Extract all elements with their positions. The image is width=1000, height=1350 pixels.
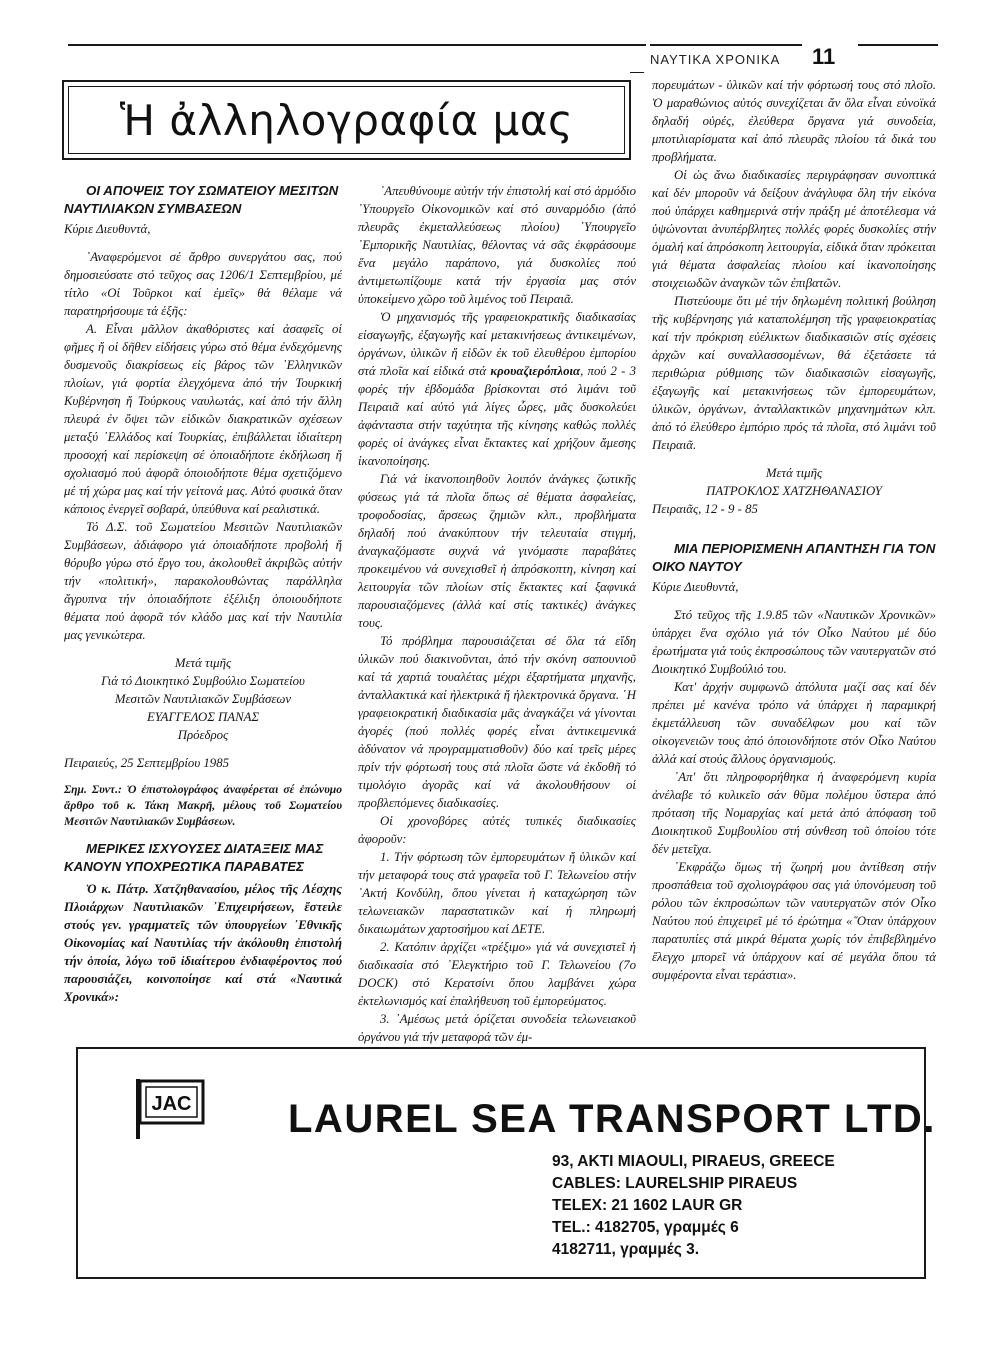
letter1-paragraph: Α. Εἶναι μᾶλλον ἀκαθόριστες καί ἀσαφεῖς οἱ φῆμες ἤ οἱ δῆθεν εἰδήσεις γύρω στό θέμα ἐνδεχόμενης δυσμενοῦς διακρίσεως εἰς βάρος τῶν ᾿Ελληνικῶν πλοίων, γιά φορτία ἐλεγχόμενα ἀπό τήν Τουρκική Κυβέρνηση ἤ Τούρκους ναυλωτάς, καί ἀπό τήν ἄλλη πλευρά ἐν ὄψει τῶν εἰδικῶν διακρατικῶν σχέσεων μεταξύ ᾿Ελλάδος καί Τουρκίας, ἐπιβάλλεται ἰδιαίτερη προσοχή καί περίσκεψη σέ ὁποιαδήποτε ἐκδήλωση ἤ σχολιασμό πού ἀφορᾶ ὁποιοδήποτε θέμα σχετιζόμενο μέ τή χώρα μας καί τήν γείτονά μας. Αὐτό φυσικά ὅταν κάποιος ἐνεργεῖ σοβαρά, ὑπεύθυνα καί ρεαλιστικά. <box>64 322 342 516</box>
letter2-list-item: 3. ᾿Αμέσως μετά ὁρίζεται συνοδεία τελωνειακοῦ ὀργάνου γιά τήν μεταφορά τῶν ἐμ- <box>358 1012 636 1044</box>
company-name: LAUREL SEA TRANSPORT LTD. <box>288 1097 936 1141</box>
top-rule-mid <box>650 44 802 46</box>
top-rule-right <box>858 44 938 46</box>
letter2-paragraph: πορευμάτων - ὑλικῶν καί τήν φόρτωσή τους στό πλοῖο. Ὁ μαραθώνιος αὐτός συνεχίζεται ἄν ὅλα εἶναι εὐνοϊκά δηλαδή οὐρές, ἐλεύθερα ὄργανα γιά συνοδεία, μποτιλιαρίσματα καί ἀπό πλευρᾶς πλοίου τά δικά του προβλήματα. <box>652 78 936 164</box>
section-title-box <box>62 80 631 160</box>
spacer <box>652 518 936 540</box>
letter1-paragraph: Τό Δ.Σ. τοῦ Σωματείου Μεσιτῶν Ναυτιλιακῶν Συμβάσεων, ἀδιάφορο γιά ὁποιαδήποτε προβολή ἤ θόρυβο γύρω στό ἔργο του, ἀκολουθεῖ ἀκριβῶς αὐτήν τήν «πολιτική», παρακολουθώντας παράλληλα ἄγρυπνα τήν ὁποιαδήποτε ἐξέλιξη ὁποιουδήποτε θέματα πού ἀφορᾶ τόν κλάδο μας καί τήν Ναυτιλία μας γενικώτερα. <box>64 520 342 642</box>
column-2 <box>358 182 636 1044</box>
emphasis-word: κρουαζιερόπλοια <box>490 364 581 378</box>
letter2-sign-closing: Μετά τιμῆς <box>765 466 823 480</box>
column-1 <box>64 182 342 1032</box>
company-tel: TEL.: 4182705, γραμμές 6 <box>552 1219 739 1236</box>
letter2-paragraph <box>358 308 636 470</box>
letter3-paragraph: Στό τεῦχος τῆς 1.9.85 τῶν «Ναυτικῶν Χρονικῶν» ὑπάρχει ἕνα σχόλιο γιά τόν Οἶκο Ναύτου μέ δύο ἐρωτήματα γιά τούς ἐκπροσώπους τῶν ναυτεργατῶν στό Διοικητικό Συμβούλιό του. <box>652 608 936 676</box>
letter2-paragraph: Οἱ ὡς ἄνω διαδικασίες περιγράφησαν συνοπτικά καί δέν μποροῦν νά δείξουν ἀνάγλυφα ὅλη τήν εἰκόνα πού ὑπάρχει καθημερινά στήν πράξη μέ ἀποτέλεσμα νά ὑψώνονται ἀνυπέρβλητες πολλές φορές δυσκολίες στήν ὁμαλή καί ἀπρόσκοπη λειτουργία, εἰδικά ὅταν πρόκειται γιά θέματα ἀσφαλείας πλοίου καί ἱκανοποίησης στοιχειωδῶν ἀναγκῶν τῶν ἐπιβατῶν. <box>652 168 936 290</box>
letter2-place-date: Πειραιᾶς, 12 - 9 - 85 <box>652 502 758 516</box>
text-run: Ὁ μηχανισμός τῆς γραφειοκρατικῆς διαδικασίας εἰσαγωγῆς, ἐξαγωγῆς καί μετακινήσεως ἀντικειμένων, ὀργάνων, ὑλικῶν ἤ εἰδῶν ἐκ τοῦ ἐλευθέρου ἐμπορίου στά πλοῖα καί εἰδικά στά <box>358 310 636 378</box>
letter1-heading: ΟΙ ΑΠΟΨΕΙΣ ΤΟΥ ΣΩΜΑΤΕΙΟΥ ΜΕΣΙΤΩΝ ΝΑΥΤΙΛΙΑΚΩΝ ΣΥΜΒΑΣΕΩΝ <box>64 183 339 216</box>
letter2-heading: ΜΕΡΙΚΕΣ ΙΣΧΥΟΥΣΕΣ ΔΙΑΤΑΞΕΙΣ ΜΑΣ ΚΑΝΟΥΝ ΥΠΟΧΡΕΩΤΙΚΑ ΠΑΡΑΒΑΤΕΣ <box>64 841 324 874</box>
letter2-paragraph: ᾿Απευθύνουμε αὐτήν τήν ἐπιστολή καί στό ἁρμόδιο ᾿Υπουργεῖο Οἰκονομικῶν καί στό συναρμόδιο (ἀπό πλευρᾶς ἐκμεταλλεύσεως πλοίου) ᾿Υπουργεῖο ᾿Εμπορικῆς Ναυτιλίας, θέλοντας νά σᾶς ἐκφράσουμε ἕνα μεγάλο παράπονο, γιά δυσκολίες πού ἀντιμετωπίζουμε κατά τήν ἐργασία μας στόν ὑποκείμενο χῶρο τοῦ λιμένος τοῦ Πειραιᾶ. <box>358 184 636 306</box>
letter1-sign-org: Γιά τό Διοικητικό Συμβούλιο Σωματείου <box>101 674 305 688</box>
spacer <box>64 644 342 654</box>
letter2-sign-name: ΠΑΤΡΟΚΛΟΣ ΧΑΤΖΗΘΑΝΑΣΙΟΥ <box>706 484 882 498</box>
letter1-sign-role: Πρόεδρος <box>177 728 229 742</box>
section-title: Ἡ ἀλληλογραφία μας <box>119 95 574 145</box>
company-tel: 4182711, γραμμές 3. <box>552 1241 700 1258</box>
running-head: ΝΑΥΤΙΚΑ ΧΡΟΝΙΚΑ <box>650 52 781 67</box>
column-3 <box>652 76 936 1034</box>
spacer <box>64 744 342 754</box>
letter2-paragraph: Τό πρόβλημα παρουσιάζεται σέ ὅλα τά εἴδη ὑλικῶν πού διακινοῦνται, ἀπό τήν σκόνη σαπουνιοῦ καί τά χαρτιά τουαλέτας μέχρι ἐξαρτήματα μηχανῆς, ἀνταλλακτικά καί ἠλεκτρικά ἤ ἠλεκτρονικά ὄργανα. ῾Η γραφειοκρατική διαδικασία μᾶς ἀναγκάζει νά γίνονται ἀγορές (πού πολλές φορές εἶναι ἀντικειμενικά ἀδύνατον νά προγραμματισθοῦν) δύο καί τρεῖς μέρες πρίν τήν φόρτωσή τους στά πλοῖα ὥστε νά ἐκδοθῆ τό τιμολόγιο ἀγορᾶς καί νά ἀκολουθήσουν οἱ προβλεπόμενες διαδικασίες. <box>358 634 636 810</box>
letter3-paragraph: Κατ' ἀρχήν συμφωνῶ ἀπόλυτα μαζί σας καί δέν πρέπει μέ κανένα τρόπο νά ὑπάρχει ἡ παραμικρή ἐκμετάλλευση τῶν συναδέλφων μου καί τῶν οἰκογενειῶν τους ἀπό ὁποιονδήποτε στόν Οἶκο Ναύτου ἀλλά καί στούς ἄλλους ὀργανισμούς. <box>652 680 936 766</box>
letter3-paragraph: ᾿Απ' ὅτι πληροφορήθηκα ἡ ἀναφερόμενη κυρία ἀνέλαβε τό κυλικεῖο σάν θῦμα πολέμου ὕστερα ἀπό πρόταση τῆς Νομαρχίας καί μετά ἀπό ἀπόφαση τοῦ Διοικητικοῦ Συμβουλίου στή σύνθεση τοῦ ὁποίου τότε δέν μετεῖχα. <box>652 770 936 856</box>
spacer <box>652 454 936 464</box>
company-telex: TELEX: 21 1602 LAUR GR <box>552 1197 743 1214</box>
letter2-intro: Ὁ κ. Πάτρ. Χατζηθανασίου, μέλος τῆς Λέσχης Πλοιάρχων Ναυτιλιακῶν ᾿Επιχειρήσεων, ἔστειλε στούς γεν. γραμματεῖς τῶν ὑπουργείων ᾿Εθνικῆς Οἰκονομίας καί Ναυτιλίας τήν ἀκόλουθη ἐπιστολή τήν ὁποία, λόγω τοῦ ἰδιαίτερου ἐνδιαφέροντος πού παρουσιάζει, κοινοποίησε καί στά «Ναυτικά Χρονικά»: <box>64 882 342 1004</box>
letter1-salutation: Κύριε Διευθυντά, <box>64 222 151 236</box>
top-rule-left <box>68 44 646 46</box>
editor-note: Σημ. Συντ.: Ὁ ἐπιστολογράφος ἀναφέρεται σέ ἐπώνυμο ἄρθρο τοῦ κ. Τάκη Μακρῆ, μέλους τοῦ Σωματείου Μεσιτῶν Ναυτιλιακῶν Συμβάσεων. <box>64 783 342 828</box>
letter3-heading: ΜΙΑ ΠΕΡΙΟΡΙΣΜΕΝΗ ΑΠΑΝΤΗΣΗ ΓΙΑ ΤΟΝ ΟΙΚΟ ΝΑΥΤΟΥ <box>652 541 936 574</box>
letter2-list-item: 1. Τήν φόρτωση τῶν ἐμπορευμάτων ἤ ὑλικῶν καί τήν μεταφορά τους στά γραφεῖα τοῦ Γ. Τελωνείου στήν ᾿Ακτή Κονδύλη, ὅπου γίνεται ἡ καταχώρηση τῶν τελωνειακῶν παραστατικῶν καί ἡ πληρωμή δικαιωμάτων χαρτοσήμου καί ΔΕΤΕ. <box>358 850 636 936</box>
letter2-paragraph: Οἱ χρονοβόρες αὐτές τυπικές διαδικασίες ἀφοροῦν: <box>358 814 636 846</box>
spacer <box>64 830 342 840</box>
company-contacts <box>552 1151 835 1261</box>
letter1-sign-org: Μεσιτῶν Ναυτιλιακῶν Συμβάσεων <box>114 692 292 706</box>
letter1-place-date: Πειραιεύς, 25 Σεπτεμβρίου 1985 <box>64 756 229 770</box>
letter1-sign-closing: Μετά τιμῆς <box>174 656 232 670</box>
section-title-inner <box>68 86 625 154</box>
letter3-paragraph: ᾿Εκφράζω ὅμως τή ζωηρή μου ἀντίθεση στήν προσπάθεια τοῦ σχολιογράφου σας γιά ὑπονόμευση τοῦ ρόλου τῶν ἐκπροσώπων τῶν ναυτεργατῶν στόν Οἶκο Ναύτου πού ἐπιχειρεῖ μέ τό ἐρώτημα «῞Οταν ὑπάρχουν παρατυπίες στά μικρά θέματα χωρίς τόν ἐπιβεβλημένο ἔλεγχο μπορεῖ νά ὑπάρχουν καί σέ μεγάλα ὅπου τά συμφέροντα εἶναι τεράστια». <box>652 860 936 982</box>
letter2-paragraph: Πιστεύουμε ὅτι μέ τήν δηλωμένη πολιτική βούληση τῆς κυβέρνησης γιά καταπολέμηση τῆς γραφειοκρατίας καί τήν πρόκριση εὐέλικτων διαδικασιῶν στίς σχέσεις ἀρχῶν καί συναλλασσομένων, θά ἐξετάσετε τά περιθώρια ρύθμισης τῶν διαδικασιῶν εἰσαγωγῆς, ἐξαγωγῆς καί μετακινήσεως τῶν ἐμπορευμάτων, ὑλικῶν, ὀργάνων, ἀνταλλακτικῶν μηχανημάτων κλπ. ἀπό τό ἐλεύθερο ἐμπόριο πρός τά πλοῖα, στό λιμάνι τοῦ Πειραιᾶ. <box>652 294 936 452</box>
title-side-rule <box>630 72 644 73</box>
jac-flag-logo <box>135 1079 205 1139</box>
spacer <box>64 772 342 782</box>
text-run: , πού 2 - 3 φορές τήν ἑβδομάδα βρίσκονται στό λιμάνι τοῦ Πειραιᾶ καί αὐτό γιά λίγες ὧρες, μᾶς δυσκολεύει ἀφάνταστα στήν ταχύτητα τῆς κίνησης καθώς πολλές φορές οἱ ἀνάγκες εἶναι ἔκτακτες καί χρήζουν ἄμεσης ἱκανοποίησης. <box>358 364 636 468</box>
letter1-paragraph: ᾿Αναφερόμενοι σέ ἄρθρο συνεργάτου σας, πού δημοσιεύσατε στό τεῦχος σας 1206/1 Σεπτεμβρίου, μέ τίτλο «Οἱ Τοῦρκοι καί ἐμεῖς» θά θέλαμε νά παρατηρήσουμε τά ἑξῆς: <box>64 250 342 318</box>
company-cables: CABLES: LAURELSHIP PIRAEUS <box>552 1175 798 1192</box>
advertisement <box>76 1047 936 1279</box>
logo-text: JAC <box>151 1093 192 1115</box>
letter1-sign-name: ΕΥΑΓΓΕΛΟΣ ΠΑΝΑΣ <box>146 710 260 724</box>
letter3-salutation: Κύριε Διευθυντά, <box>652 580 739 594</box>
letter2-list-item: 2. Κατόπιν ἀρχίζει «τρέξιμο» γιά νά συνεχιστεῖ ἡ διαδικασία στό ᾿Ελεγκτήριο τοῦ Γ. Τελωνείου (7ο DOCK) στό Κερατσίνι ὅπου λαμβάνει χώρα ἐκτελωνισμός καί ἐπαλήθευση τοῦ ἐμπορεύματος. <box>358 940 636 1008</box>
letter2-paragraph: Γιά νά ἱκανοποιηθοῦν λοιπόν ἀνάγκες ζωτικῆς φύσεως γιά τά πλοῖα ὅπως σέ θέματα ἀσφαλείας, τροφοδοσίας, ἄρσεως ζημιῶν κλπ., προβλήματα δηλαδή πού ἀνακύπτουν τήν τελευταία στιγμή, ἀναγκαζόμαστε συχνά νά γινόμαστε παραβάτες προκειμένου νά συνεχισθεῖ ἡ ἀπρόσκοπτη, κίνηση καί λειτουργία τῶν πλοίων στίς ἔκτακτες καί ξαφνικά παρουσιαζόμενες (ἀλλά καί στίς τακτικές) ἀνάγκες τους. <box>358 472 636 630</box>
company-address: 93, AKTI MIAOULI, PIRAEUS, GREECE <box>552 1153 835 1170</box>
page-number: 11 <box>812 44 836 69</box>
